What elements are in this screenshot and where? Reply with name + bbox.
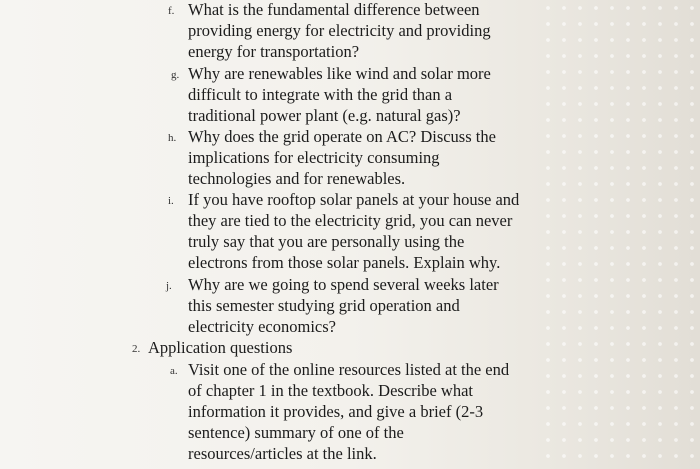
- question-line: What is the fundamental difference between: [188, 0, 480, 19]
- question-line: they are tied to the electricity grid, you can never: [188, 211, 513, 230]
- question-line: Why are we going to spend several weeks later: [188, 275, 499, 294]
- question-marker: j.: [166, 280, 172, 292]
- question-marker: a.: [170, 365, 178, 377]
- question-line: traditional power plant (e.g. natural gas)?: [188, 106, 461, 125]
- question-line: resources/articles at the link.: [188, 444, 377, 463]
- question-line: Visit one of the online resources listed at the end: [188, 360, 510, 379]
- question-line: truly say that you are personally using the: [188, 232, 465, 251]
- section-marker: 2.: [132, 343, 141, 355]
- question-line: providing energy for electricity and providing: [188, 21, 491, 40]
- question-line: Why are renewables like wind and solar more: [188, 64, 491, 83]
- question-marker: h.: [168, 132, 177, 144]
- section-title: Application questions: [148, 338, 293, 357]
- question-marker: f.: [168, 5, 175, 17]
- question-line: If you have rooftop solar panels at your house and: [188, 190, 520, 209]
- question-line: of chapter 1 in the textbook. Describe what: [188, 381, 473, 400]
- question-marker: i.: [168, 195, 174, 207]
- question-line: implications for electricity consuming: [188, 148, 440, 167]
- question-marker: g.: [171, 69, 180, 81]
- question-line: technologies and for renewables.: [188, 169, 406, 188]
- question-line: electricity economics?: [188, 317, 336, 336]
- question-line: electrons from those solar panels. Explain why.: [188, 253, 501, 272]
- question-line: energy for transportation?: [188, 42, 360, 61]
- question-line: Why does the grid operate on AC? Discuss the: [188, 127, 496, 146]
- question-line: sentence) summary of one of the: [188, 423, 404, 442]
- question-line: information it provides, and give a brief (2-3: [188, 402, 484, 421]
- question-line: difficult to integrate with the grid than a: [188, 85, 453, 104]
- question-line: this semester studying grid operation and: [188, 296, 460, 315]
- dotted-texture: [540, 0, 700, 469]
